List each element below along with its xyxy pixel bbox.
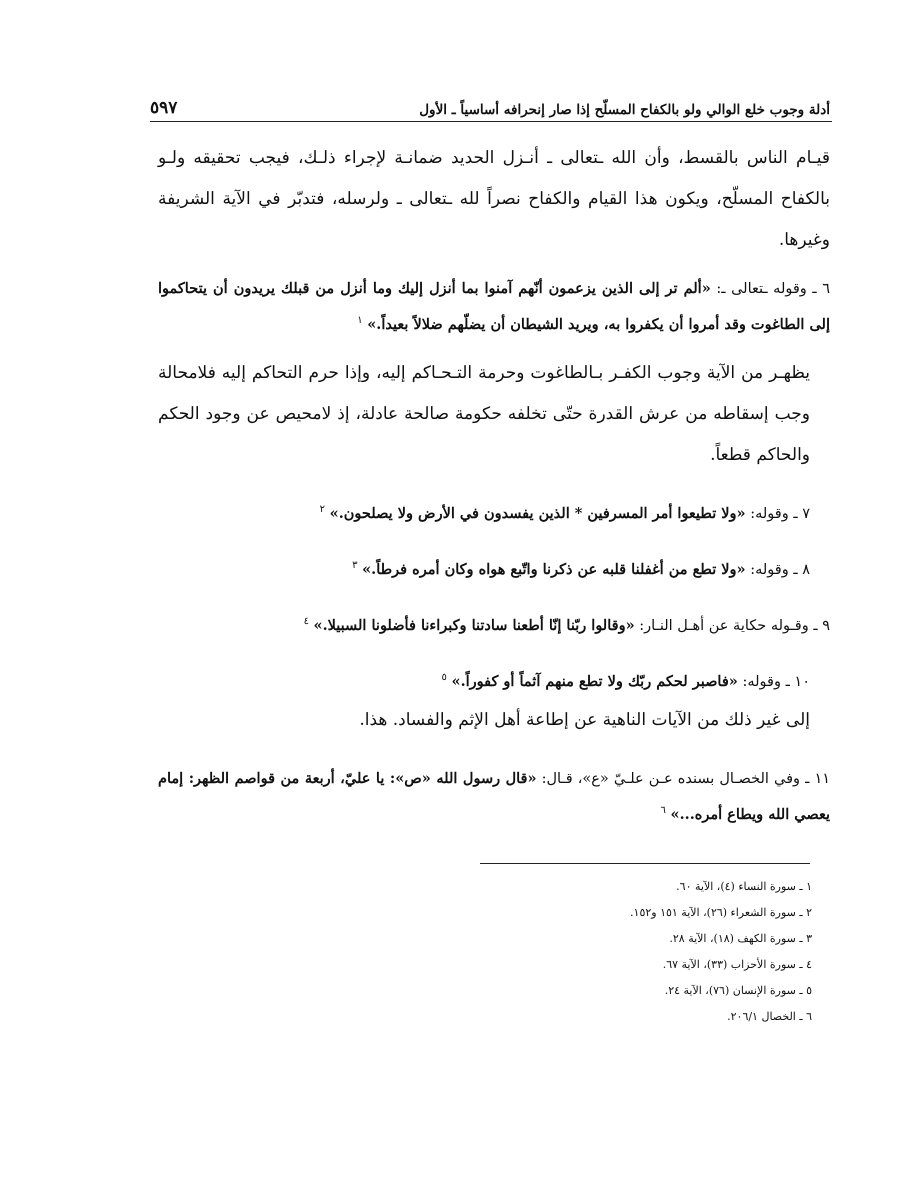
item-11 xyxy=(158,761,830,833)
item-6-quote: «ألم تر إلى الذين يزعمون أنّهم آمنوا بما أنزل إليك وما أنزل من قبلك يريدون أن يتحاكموا إلى الطاغوت وقد أمروا أن يكفروا به، ويريد الشيطان أن يضلّهم ضلالاً بعيداً.» xyxy=(158,280,830,333)
item-8-quote: «ولا تطع من أغفلنا قلبه عن ذكرنا واتّبع هواه وكان أمره فرطاً.» xyxy=(362,561,746,578)
item-10-quote: «فاصبر لحكم ربّك ولا تطع منهم آثماً أو كفوراً.» xyxy=(451,673,738,690)
item-9 xyxy=(158,608,830,644)
item-7-lead: ٧ ـ وقوله: xyxy=(745,506,810,522)
item-10-lead: ١٠ ـ وقوله: xyxy=(737,674,810,690)
footnote-6: ٦ ـ الخصال ٢٠٦/١. xyxy=(727,1010,812,1023)
item-6-lead: ٦ ـ وقوله ـتعالى ـ: xyxy=(710,281,830,297)
footnote-3: ٣ ـ سورة الكهف (١٨)، الآية ٢٨. xyxy=(669,932,812,945)
item-7-quote: «ولا تطيعوا أمر المسرفين * الذين يفسدون في الأرض ولا يصلحون.» xyxy=(329,505,746,522)
page-body xyxy=(158,138,830,833)
page-header xyxy=(150,82,830,118)
footnote-4: ٤ ـ سورة الأحزاب (٣٣)، الآية ٦٧. xyxy=(662,958,812,971)
item-10 xyxy=(158,664,830,700)
footnote-ref-4: ٤ xyxy=(303,616,309,628)
paragraph-2: يظهـر من الآية وجوب الكفـر بـالطاغوت وحرمة التـحـاكم إليه، وإذا حرم التحاكم إليه فلامحالة وجب إسقاطه من عرش القدرة حتّى تخلفه حكومة صالحة عادلة، إذ لامحيص عن وجود الحكم والحاكم قطعاً. xyxy=(158,363,810,465)
running-head: أدلة وجوب خلع الوالي ولو بالكفاح المسلّح إذا صار إنحرافه أساسياً ـ الأول xyxy=(419,102,830,118)
item-6 xyxy=(158,271,830,343)
paragraph-1: قيـام الناس بالقسط، وأن الله ـتعالى ـ أنـزل الحديد ضمانـة لإجراء ذلـك، فيجب تحقيقه ولـو بالكفاح المسلّح، ويكون هذا القيام والكفاح نصراً لله ـتعالى ـ ولرسله، فتدبّر في الآية الشريفة وغيرها. xyxy=(158,148,830,250)
item-8 xyxy=(158,552,830,588)
item-8-lead: ٨ ـ وقوله: xyxy=(745,562,810,578)
item-9-quote: «وقالوا ربّنا إنّا أطعنا سادتنا وكبراءنا فأضلونا السبيلا.» xyxy=(313,617,635,634)
footnote-2: ٢ ـ سورة الشعراء (٢٦)، الآية ١٥١ و١٥٢. xyxy=(630,906,812,919)
item-11-quote: «قال رسول الله «ص»: يا عليّ، أربعة من قواصم الظهر: إمام يعصي الله ويطاع أمره...» xyxy=(158,770,830,823)
item-7 xyxy=(158,496,830,532)
footnote-1: ١ ـ سورة النساء (٤)، الآية ٦٠. xyxy=(676,880,812,893)
footnote-5: ٥ ـ سورة الإنسان (٧٦)، الآية ٢٤. xyxy=(664,984,812,997)
paragraph-3: إلى غير ذلك من الآيات الناهية عن إطاعة أهل الإثم والفساد. هذا. xyxy=(359,710,810,730)
item-9-lead: ٩ ـ وقـوله حكاية عن أهـل النـار: xyxy=(634,618,830,634)
footnote-rule xyxy=(480,863,810,864)
item-11-lead: ١١ ـ وفي الخصـال بسنده عـن علـيّ «ع»، قـال: xyxy=(536,771,831,787)
footnotes xyxy=(300,874,812,1030)
footnote-ref-2: ٢ xyxy=(319,504,326,516)
header-rule xyxy=(150,121,832,122)
footnote-ref-3: ٣ xyxy=(352,560,358,572)
page-number: ٥٩٧ xyxy=(150,98,178,118)
footnote-ref-1: ١ xyxy=(357,315,363,327)
footnote-ref-5: ٥ xyxy=(441,672,447,684)
footnote-ref-6: ٦ xyxy=(660,805,666,817)
